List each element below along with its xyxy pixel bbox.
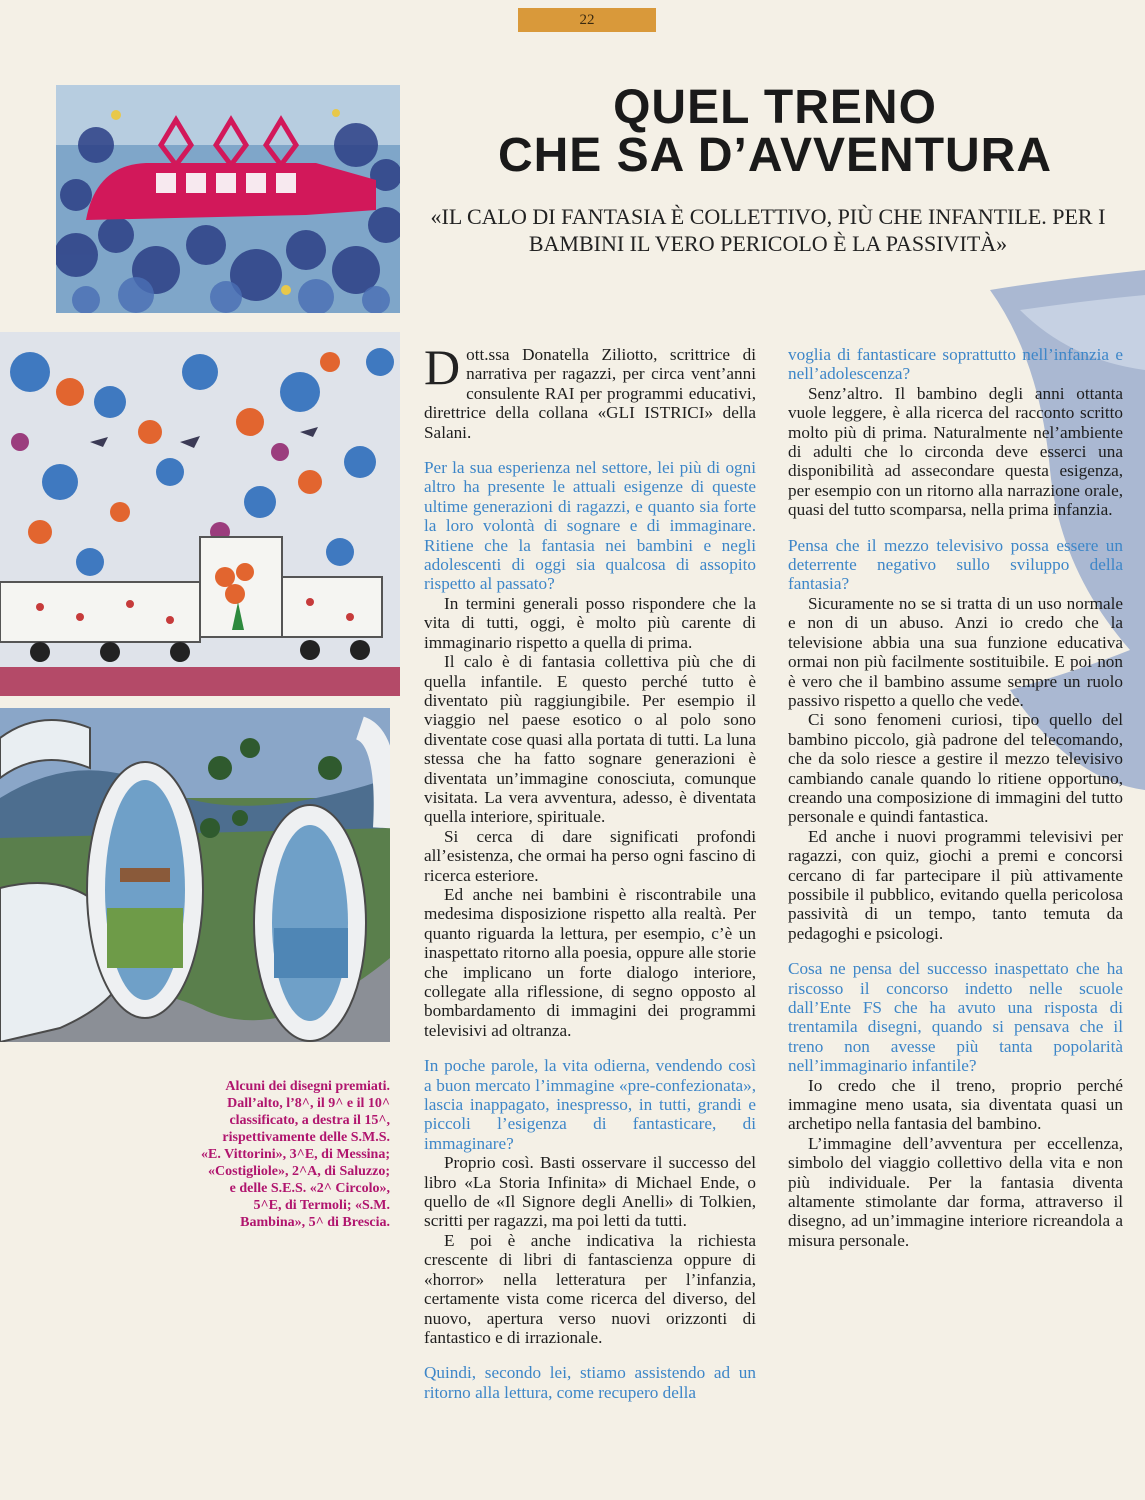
question-3-continued: voglia di fantasticare soprattutto nell’infanzia e nell’adolescenza? — [788, 345, 1123, 384]
answer-paragraph: Ed anche i nuovi programmi televisivi per ragazzi, con quiz, giochi a premi e concorsi cercano di far partecipare il più attivamente possibile il pubblico, evitando quella pericolosa passività di un tempo, tanto temuta da pedagoghi e psicologi. — [788, 826, 1123, 943]
drawing-2000-landscape — [0, 708, 390, 1042]
article-title — [470, 81, 1080, 182]
drop-cap: D — [424, 339, 461, 395]
title-line-2: CHE SA D’AVVENTURA — [497, 129, 1053, 182]
page-number: 22 — [518, 8, 656, 32]
answer-paragraph: In termini generali posso rispondere che la vita di tutti, oggi, è molto più carente di immaginario rispetto a quella di prima. — [424, 593, 756, 652]
answer-paragraph: Proprio così. Basti osservare il successo del libro «La Storia Infinita» di Michael Ende, o quello de «Il Signore degli Anelli» di Tolkien, scritti per ragazzi, ma poi letti da tutti. — [424, 1153, 756, 1231]
answer-paragraph: Sicuramente no se si tratta di un uso normale e non di un abuso. Anzi io credo che la televisione abbia una sua funzione educativa ormai non più facilmente sostituibile. E poi non è vero che il bambino assume sempre un ruolo passivo rispetto a quello che vede. — [788, 593, 1123, 710]
answer-paragraph: Ci sono fenomeni curiosi, tipo quello del bambino piccolo, già padrone del telecomando, che da solo riesce a gestire il mezzo televisivo cambiando canale quando lo ritiene opportuno, creando una composizione di immagini del tutto personale e quindi fantastica. — [788, 710, 1123, 827]
answer-paragraph: Senz’altro. Il bambino degli anni ottanta vuole leggere, è alla ricerca del racconto scritto molto più di prima. Naturalmente nel’ambiente di adulti che lo circonda deve esserci una disponibilità ad assecondare questa esigenza, per esempio con un ritorno alla narrazione orale, quasi del tutto scomparsa, nella prima infanzia. — [788, 383, 1123, 520]
question-5: Cosa ne pensa del successo inaspettato che ha riscosso il concorso indetto nelle scuole dall’Ente FS che ha avuto una risposta di trentamila disegni, quando si pensava che il treno non avesse più tanta popolarità nell’immaginario infantile? — [788, 959, 1123, 1076]
article-subtitle: «IL CALO DI FANTASIA È COLLETTIVO, PIÙ CHE INFANTILE. PER I BAMBINI IL VERO PERICOLO È LA PASSIVITÀ» — [430, 204, 1106, 256]
drawing-train-birds — [0, 332, 400, 696]
intro-paragraph: Dott.ssa Donatella Ziliotto, scrittrice di narrativa per ragazzi, per circa vent’anni consulente RAI per programmi educativi, direttrice della collana «GLI ISTRICI» della Salani. — [424, 339, 756, 442]
answer-paragraph: Io credo che il treno, proprio perché immagine meno usata, sia diventata quasi un archetipo nella fantasia del bambino. — [788, 1075, 1123, 1134]
image-caption: Alcuni dei disegni premiati. Dall’alto, l’8^, il 9^ e il 10^ classificato, a destra il 15^, rispettivamente delle S.M.S. «E. Vittorini», 3^E, di Messina; «Costigliole», 2^A, di Saluzzo; e delle S.E.S. «2^ Circolo», 5^E, di Termoli; «S.M. Bambina», 5^ di Brescia. — [201, 1079, 390, 1230]
answer-paragraph: Si cerca di dare significati profondi all’esistenza, che ormai ha perso ogni fascino di ricerca esteriore. — [424, 826, 756, 885]
question-2: In poche parole, la vita odierna, vendendo così a buon mercato l’immagine «pre-confezionata», lascia inappagato, inespresso, in tutti, grandi e piccoli l’esigenza di fantasticare, di immaginare? — [424, 1056, 756, 1153]
title-line-1: QUEL TRENO — [613, 81, 937, 134]
question-3: Quindi, secondo lei, stiamo assistendo ad un ritorno alla lettura, come recupero della — [424, 1363, 756, 1402]
answer-paragraph: L’immagine dell’avventura per eccellenza, simbolo del viaggio collettivo della vita e non più individuale. Per la fantasia diventa altamente stimolante dar forma, attraverso il disegno, ad un’immagine interiore ricreandola a misura personale. — [788, 1133, 1123, 1250]
text-column-2 — [788, 345, 1123, 1250]
drawing-train-flowers — [56, 85, 400, 313]
answer-paragraph: E poi è anche indicativa la richiesta crescente di libri di fantascienza oppure di «horror» nella letteratura per l’infanzia, certamente vista come ricerca del diverso, del nuovo, apertura verso nuovi orizzonti di fantastico e di irrazionale. — [424, 1230, 756, 1347]
question-1: Per la sua esperienza nel settore, lei più di ogni altro ha presente le attuali esigenze di queste ultime generazioni di ragazzi, e quanto sia forte la loro volontà di sognare e di immaginare. Ritiene che la fantasia nei bambini e negli adolescenti di oggi sia qualcosa di assopito rispetto al passato? — [424, 458, 756, 594]
answer-paragraph: Ed anche nei bambini è riscontrabile una medesima disposizione rispetto alla realtà. Per quanto riguarda la lettura, per esempio, c’è un inaspettato ritorno alla poesia, oppure alle storie che implicano un forte dialogo interiore, collegate alla riflessione, di segno opposto al bombardamento di immagini dei programmi televisivi ad oltranza. — [424, 884, 756, 1040]
answer-paragraph: Il calo è di fantasia collettiva più che di quella infantile. E questo perché tutto è diventato più raggiungibile. Per esempio il viaggio nel paese esotico o al polo sono diventate cose quasi alla portata di tutti. La luna stessa che ha fatto sognare generazioni è diventata un’immagine conosciuta, comunque visitata. La vera avventura, adesso, è diventata quella interiore, spirituale. — [424, 652, 756, 827]
question-4: Pensa che il mezzo televisivo possa essere un deterrente negativo sullo sviluppo della fantasia? — [788, 535, 1123, 594]
text-column-1 — [424, 339, 756, 1402]
